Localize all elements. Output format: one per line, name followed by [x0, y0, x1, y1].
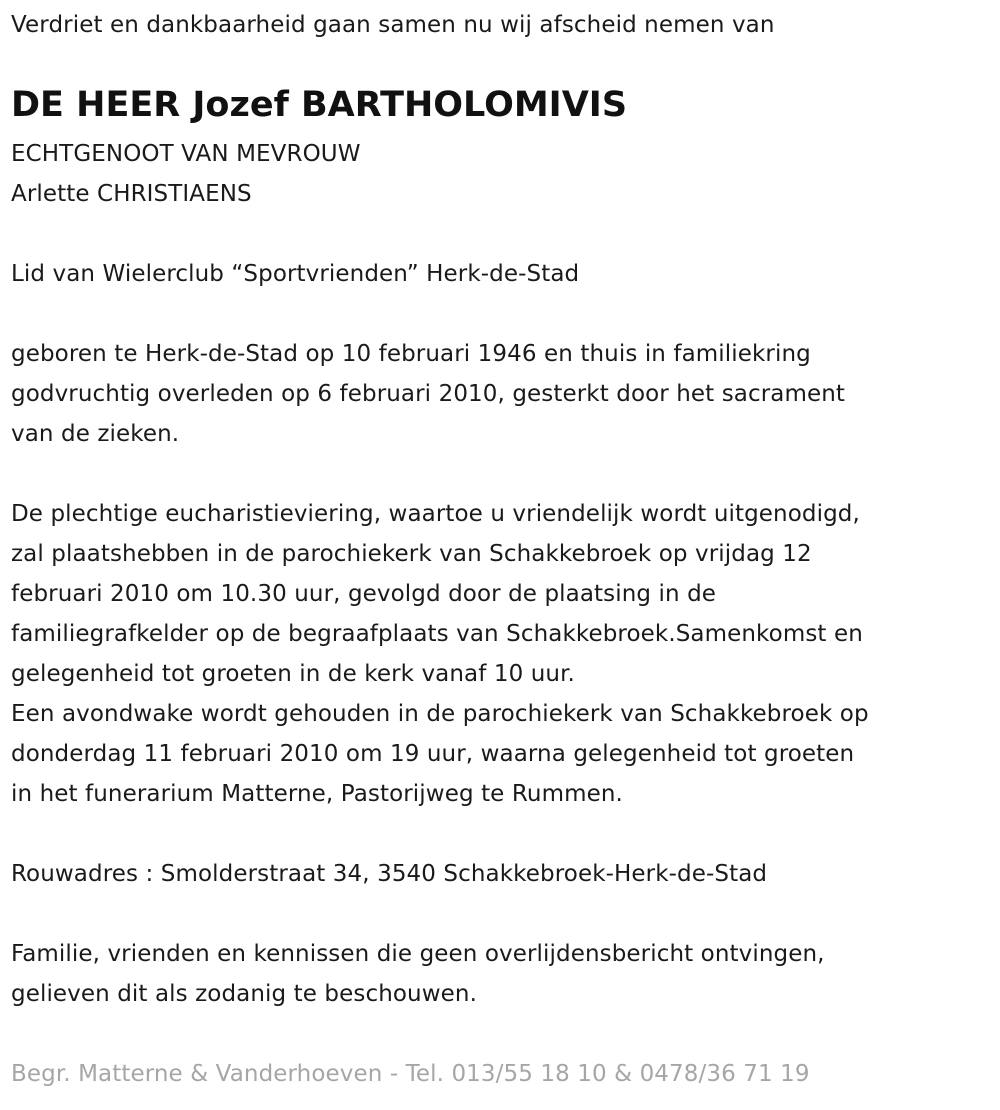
address-text: Rouwadres : Smolderstraat 34, 3540 Schakkebroek-Herk-de-Stad — [11, 861, 768, 887]
membership-text: Lid van Wielerclub “Sportvrienden” Herk-de-Stad — [11, 261, 580, 287]
intro-text: Verdriet en dankbaarheid gaan samen nu wij afscheid nemen van — [11, 12, 775, 38]
deceased-name: DE HEER Jozef BARTHOLOMIVIS — [11, 85, 628, 125]
paragraph-line: gelieven dit als zodanig te beschouwen. — [11, 981, 477, 1007]
paragraph-line: geboren te Herk-de-Stad op 10 februari 1946 en thuis in familiekring — [11, 341, 811, 367]
paragraph-line: Familie, vrienden en kennissen die geen overlijdensbericht ontvingen, — [11, 941, 825, 967]
paragraph-line: in het funerarium Matterne, Pastorijweg te Rummen. — [11, 781, 623, 807]
paragraph-line: Een avondwake wordt gehouden in de parochiekerk van Schakkebroek op — [11, 701, 869, 727]
spouse-title: ECHTGENOOT VAN MEVROUW — [11, 141, 361, 167]
paragraph-line: De plechtige eucharistieviering, waartoe u vriendelijk wordt uitgenodigd, — [11, 501, 860, 527]
paragraph-line: familiegrafkelder op de begraafplaats van Schakkebroek.Samenkomst en — [11, 621, 863, 647]
paragraph-line: zal plaatshebben in de parochiekerk van Schakkebroek op vrijdag 12 — [11, 541, 812, 567]
paragraph-line: gelegenheid tot groeten in de kerk vanaf 10 uur. — [11, 661, 575, 687]
paragraph-line: februari 2010 om 10.30 uur, gevolgd door de plaatsing in de — [11, 581, 717, 607]
paragraph-line: godvruchtig overleden op 6 februari 2010, gesterkt door het sacrament — [11, 381, 846, 407]
paragraph-line: van de zieken. — [11, 421, 180, 447]
spouse-name: Arlette CHRISTIAENS — [11, 181, 252, 207]
paragraph-line: donderdag 11 februari 2010 om 19 uur, waarna gelegenheid tot groeten — [11, 741, 855, 767]
funeral-home-footer: Begr. Matterne & Vanderhoeven - Tel. 013/55 18 10 & 0478/36 71 19 — [11, 1061, 810, 1087]
